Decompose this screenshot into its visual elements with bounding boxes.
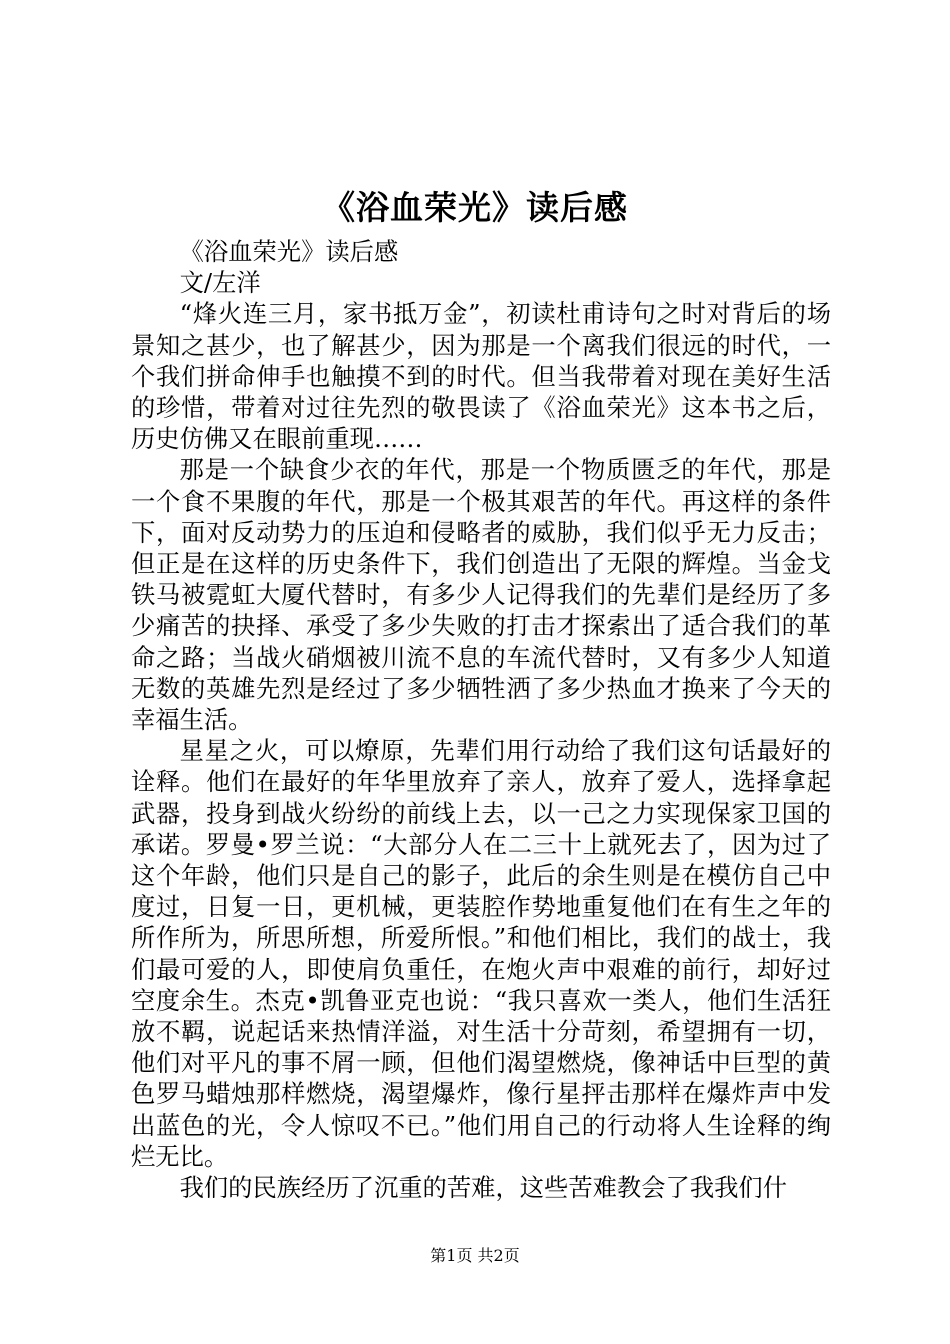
- page-footer: 第1页 共2页: [430, 1246, 520, 1265]
- body-paragraph: “烽火连三月，家书抵万金”，初读杜甫诗句之时对背后的场景知之甚少，也了解甚少，因为那是一个离我们很远的时代，一个我们拼命伸手也触摸不到的时代。但当我带着对现在美好生活的珍惜，带着对过往先烈的敬畏读了《浴血荣光》这本书之后，历史仿佛又在眼前重现……: [131, 299, 831, 454]
- body-paragraph: 我们的民族经历了沉重的苦难，这些苦难教会了我我们什: [179, 1173, 788, 1203]
- body-paragraph: 星星之火，可以燎原，先辈们用行动给了我们这句话最好的诠释。他们在最好的年华里放弃了亲人，放弃了爱人，选择拿起武器，投身到战火纷纷的前线上去，以一己之力实现保家卫国的承诺。罗曼•罗兰说：“大部分人在二三十上就死去了，因为过了这个年龄，他们只是自己的影子，此后的余生则是在模仿自己中度过，日复一日，更机械，更装腔作势地重复他们在有生之年的所作所为，所思所想，所爱所恨。”和他们相比，我们的战士，我们最可爱的人，即使肩负重任，在炮火声中艰难的前行，却好过空度余生。杰克•凯鲁亚克也说：“我只喜欢一类人，他们生活狂放不羁，说起话来热情洋溢，对生活十分苛刻，希望拥有一切，他们对平凡的事不屑一顾，但他们渴望燃烧，像神话中巨型的黄色罗马蜡烛那样燃烧，渴望爆炸，像行星抨击那样在爆炸声中发出蓝色的光，令人惊叹不已。”他们用自己的行动将人生诠释的绚烂无比。: [131, 736, 831, 1171]
- document-body: [131, 236, 831, 1203]
- document-author: 文/左洋: [179, 268, 261, 298]
- document-title: 《浴血荣光》读后感: [322, 188, 628, 227]
- body-paragraph: 那是一个缺食少衣的年代，那是一个物质匮乏的年代，那是一个食不果腹的年代，那是一个极其艰苦的年代。再这样的条件下，面对反动势力的压迫和侵略者的威胁，我们似乎无力反击；但正是在这样的历史条件下，我们创造出了无限的辉煌。当金戈铁马被霓虹大厦代替时，有多少人记得我们的先辈们是经历了多少痛苦的抉择、承受了多少失败的打击才探索出了适合我们的革命之路；当战火硝烟被川流不息的车流代替时，又有多少人知道无数的英雄先烈是经过了多少牺牲洒了多少热血才换来了今天的幸福生活。: [131, 455, 831, 735]
- document-subtitle: 《浴血荣光》读后感: [179, 237, 399, 266]
